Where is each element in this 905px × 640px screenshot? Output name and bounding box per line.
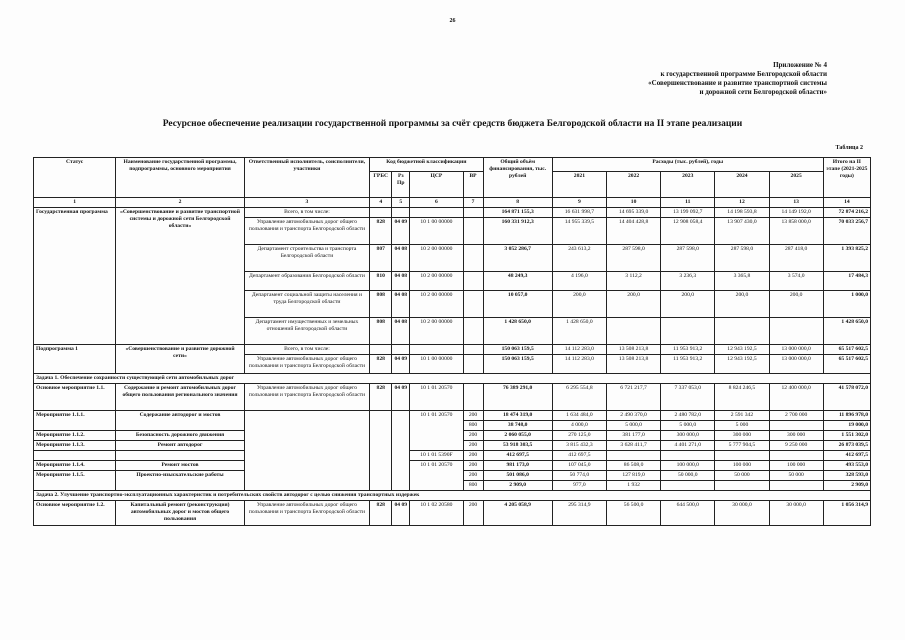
executor-cell: Департамент социальной защиты населения и труда Белгородской области bbox=[244, 291, 369, 318]
csr-cell: 10 1 01 20570 bbox=[410, 411, 463, 451]
header-year: 2021 bbox=[552, 172, 606, 198]
executor-cell: Управление автомобильных дорог общего пользования и транспорта Белгородской области bbox=[244, 501, 369, 526]
rzpr-cell: 04 08 bbox=[392, 245, 410, 272]
year-value-cell: 287 598,0 bbox=[661, 245, 715, 272]
year-value-cell: 200,0 bbox=[715, 291, 769, 318]
year-value-cell: 13 000 000,0 bbox=[769, 355, 823, 374]
total-cell: 150 063 159,5 bbox=[483, 355, 552, 374]
column-number-cell: 10 bbox=[606, 198, 660, 208]
year-value-cell: 2 700 000 bbox=[769, 411, 823, 421]
vr-cell: 200 bbox=[463, 431, 483, 441]
status-cell: Основное мероприятие 1.2. bbox=[34, 501, 116, 526]
year-value-cell: 381 177,0 bbox=[606, 431, 660, 441]
column-number-cell: 11 bbox=[661, 198, 715, 208]
header-executor: Ответственный исполнитель, соисполнители, участники bbox=[244, 158, 369, 198]
itogo-cell: 1 000,0 bbox=[823, 291, 870, 318]
executor-cell: Департамент строительства и транспорта Белгородской области bbox=[244, 245, 369, 272]
total-cell: 48 249,3 bbox=[483, 272, 552, 291]
table-label: Таблица 2 bbox=[835, 145, 863, 151]
column-number-cell: 3 bbox=[244, 198, 369, 208]
year-value-cell: 1 634 484,0 bbox=[552, 411, 606, 421]
rzpr-cell: 04 09 bbox=[392, 218, 410, 245]
year-value-cell: 13 000 000,0 bbox=[769, 345, 823, 355]
column-number-cell: 5 bbox=[392, 198, 410, 208]
year-value-cell: 300 000,0 bbox=[661, 431, 715, 441]
header-year: 2022 bbox=[606, 172, 660, 198]
status-cell: Мероприятие 1.1.2. bbox=[34, 431, 116, 441]
year-value-cell: 4 401 271,0 bbox=[661, 441, 715, 451]
rzpr-cell: 04 08 bbox=[392, 272, 410, 291]
year-value-cell: 287 418,0 bbox=[769, 245, 823, 272]
header-name: Наименование государственной программы, подпрограммы, основного мероприятия bbox=[116, 158, 244, 198]
year-value-cell: 644 500,0 bbox=[661, 501, 715, 526]
column-number-cell: 8 bbox=[483, 198, 552, 208]
grbs-cell: 828 bbox=[370, 384, 392, 411]
year-value-cell: 287 598,0 bbox=[606, 245, 660, 272]
grbs-cell bbox=[370, 411, 392, 491]
year-value-cell: 2 480 782,0 bbox=[661, 411, 715, 421]
year-value-cell bbox=[661, 451, 715, 461]
name-cell: Ремонт автодорог bbox=[116, 441, 244, 451]
year-value-cell: 200,0 bbox=[769, 291, 823, 318]
column-number-cell: 12 bbox=[715, 198, 769, 208]
csr-cell: 10 1 02 20580 bbox=[410, 501, 463, 526]
year-value-cell: 1 932 bbox=[606, 481, 660, 491]
year-value-cell: 50 000 bbox=[715, 471, 769, 481]
name-cell: Капитальный ремонт (реконструкция) автомобильных дорог и мостов общего пользования bbox=[116, 501, 244, 526]
year-value-cell: 13 508 213,8 bbox=[606, 355, 660, 374]
header-csr: ЦСР bbox=[410, 172, 463, 198]
year-value-cell: 16 631 998,7 bbox=[552, 208, 606, 218]
executor-cell: Управление автомобильных дорог общего пользования и транспорта Белгородской области bbox=[244, 218, 369, 245]
name-cell bbox=[116, 451, 244, 461]
year-value-cell: 14 955 339,5 bbox=[552, 218, 606, 245]
column-number-cell: 9 bbox=[552, 198, 606, 208]
itogo-cell: 70 033 256,7 bbox=[823, 218, 870, 245]
executor-cell: Департамент образования Белгородской области bbox=[244, 272, 369, 291]
column-number-cell: 1 bbox=[34, 198, 116, 208]
year-value-cell: 12 908 058,4 bbox=[661, 218, 715, 245]
document-title: Ресурсное обеспечение реализации государственной программы за счёт средств бюджета Белгородской области на II этапе реализации bbox=[162, 119, 743, 129]
year-value-cell: 12 943 192,5 bbox=[715, 345, 769, 355]
vr-cell bbox=[463, 245, 483, 272]
header-row bbox=[34, 158, 871, 172]
csr-cell: 10 2 00 00000 bbox=[410, 272, 463, 291]
year-value-cell: 14 404 428,8 bbox=[606, 218, 660, 245]
total-cell: 1 428 650,0 bbox=[483, 318, 552, 345]
itogo-cell: 17 484,3 bbox=[823, 272, 870, 291]
grbs-cell: 807 bbox=[370, 245, 392, 272]
total-cell: 412 697,5 bbox=[483, 451, 552, 461]
task-cell: Задача 1. Обеспечение сохранности существующей сети автомобильных дорог bbox=[34, 374, 871, 384]
executor-cell: Всего, в том числе: bbox=[244, 345, 369, 355]
itogo-cell: 412 697,5 bbox=[823, 451, 870, 461]
rzpr-cell bbox=[392, 208, 410, 218]
year-value-cell: 412 697,5 bbox=[552, 451, 606, 461]
csr-cell: 10 1 00 00000 bbox=[410, 218, 463, 245]
year-value-cell: 8 824 246,5 bbox=[715, 384, 769, 411]
table-row bbox=[34, 461, 871, 471]
vr-cell: 800 bbox=[463, 421, 483, 431]
year-value-cell: 100 000 bbox=[769, 461, 823, 471]
table-row bbox=[34, 411, 871, 421]
year-value-cell bbox=[715, 481, 769, 491]
csr-cell: 10 1 01 5390F bbox=[410, 451, 463, 461]
year-value-cell: 50 000 bbox=[769, 471, 823, 481]
executor-cell: Департамент имущественных и земельных отношений Белгородской области bbox=[244, 318, 369, 345]
table-row bbox=[34, 384, 871, 411]
year-value-cell: 50 000,0 bbox=[661, 471, 715, 481]
name-cell: Содержание и ремонт автомобильных дорог общего пользования регионального значения bbox=[116, 384, 244, 411]
year-value-cell: 13 508 213,8 bbox=[606, 345, 660, 355]
year-value-cell: 4 000,0 bbox=[552, 421, 606, 431]
year-value-cell: 2 490 370,0 bbox=[606, 411, 660, 421]
year-value-cell: 1 428 650,0 bbox=[552, 318, 606, 345]
year-value-cell: 14 695 339,0 bbox=[606, 208, 660, 218]
csr-cell: 10 1 01 20570 bbox=[410, 461, 463, 491]
year-value-cell: 3 236,3 bbox=[661, 272, 715, 291]
total-cell: 150 063 159,5 bbox=[483, 345, 552, 355]
year-value-cell: 11 953 913,2 bbox=[661, 355, 715, 374]
year-value-cell: 5 777 904,5 bbox=[715, 441, 769, 451]
year-value-cell: 7 337 053,0 bbox=[661, 384, 715, 411]
rzpr-cell bbox=[392, 411, 410, 491]
grbs-cell bbox=[370, 208, 392, 218]
csr-cell: 10 2 00 00000 bbox=[410, 245, 463, 272]
csr-cell bbox=[410, 208, 463, 218]
year-value-cell: 6 295 554,8 bbox=[552, 384, 606, 411]
year-value-cell: 14 112 283,0 bbox=[552, 345, 606, 355]
itogo-cell: 1 428 650,0 bbox=[823, 318, 870, 345]
vr-cell bbox=[463, 318, 483, 345]
name-cell: «Совершенствование и развитие транспортной системы и дорожной сети Белгородской области» bbox=[116, 208, 244, 345]
appendix-header bbox=[567, 61, 827, 97]
year-value-cell bbox=[769, 318, 823, 345]
total-cell: 2 909,0 bbox=[483, 481, 552, 491]
itogo-cell: 493 553,0 bbox=[823, 461, 870, 471]
vr-cell bbox=[463, 208, 483, 218]
header-vr: ВР bbox=[463, 172, 483, 198]
year-value-cell: 12 400 000,0 bbox=[769, 384, 823, 411]
itogo-cell: 72 874 216,2 bbox=[823, 208, 870, 218]
csr-cell: 10 2 00 00000 bbox=[410, 318, 463, 345]
vr-cell bbox=[463, 218, 483, 245]
header-year: 2025 bbox=[769, 172, 823, 198]
itogo-cell: 11 896 978,0 bbox=[823, 411, 870, 421]
rzpr-cell: 04 09 bbox=[392, 384, 410, 411]
year-value-cell: 977,0 bbox=[552, 481, 606, 491]
itogo-cell: 19 000,0 bbox=[823, 421, 870, 431]
year-value-cell: 50 774,0 bbox=[552, 471, 606, 481]
year-value-cell bbox=[606, 318, 660, 345]
vr-cell: 200 bbox=[463, 471, 483, 481]
year-value-cell: 107 045,0 bbox=[552, 461, 606, 471]
header-status: Статус bbox=[34, 158, 116, 198]
rzpr-cell: 04 08 bbox=[392, 291, 410, 318]
rzpr-cell: 04 08 bbox=[392, 318, 410, 345]
year-value-cell: 2 591 342 bbox=[715, 411, 769, 421]
grbs-cell: 808 bbox=[370, 291, 392, 318]
year-value-cell: 13 907 430,0 bbox=[715, 218, 769, 245]
year-value-cell: 13 199 092,7 bbox=[661, 208, 715, 218]
year-value-cell: 14 112 283,0 bbox=[552, 355, 606, 374]
header-budget-code: Код бюджетной классификации bbox=[370, 158, 483, 172]
itogo-cell: 1 551 302,0 bbox=[823, 431, 870, 441]
year-value-cell bbox=[661, 318, 715, 345]
total-cell: 160 331 912,3 bbox=[483, 218, 552, 245]
year-value-cell bbox=[769, 451, 823, 461]
year-value-cell: 12 943 192,5 bbox=[715, 355, 769, 374]
rzpr-cell: 04 09 bbox=[392, 501, 410, 526]
rzpr-cell: 04 09 bbox=[392, 355, 410, 374]
year-value-cell: 5 000 bbox=[715, 421, 769, 431]
vr-cell: 200 bbox=[463, 441, 483, 451]
total-cell: 38 748,0 bbox=[483, 421, 552, 431]
status-cell: Мероприятие 1.1.4. bbox=[34, 461, 116, 471]
task-row bbox=[34, 491, 871, 501]
task-cell: Задача 2. Улучшение транспортно-эксплуатационных характеристик и потребительских свойств автодорог с целью снижения транспортных издержек bbox=[34, 491, 871, 501]
total-cell: 18 474 319,0 bbox=[483, 411, 552, 421]
itogo-cell: 26 873 039,5 bbox=[823, 441, 870, 451]
column-number-cell: 4 bbox=[370, 198, 392, 208]
year-value-cell: 287 598,0 bbox=[715, 245, 769, 272]
name-cell: Безопасность дорожного движения bbox=[116, 431, 244, 441]
status-cell: Государственная программа bbox=[34, 208, 116, 345]
column-number-cell: 7 bbox=[463, 198, 483, 208]
itogo-cell: 65 517 602,5 bbox=[823, 355, 870, 374]
vr-cell bbox=[463, 355, 483, 374]
year-value-cell: 200,0 bbox=[552, 291, 606, 318]
appendix-line: и дорожной сети Белгородской области» bbox=[699, 88, 827, 96]
appendix-line: Приложение № 4 bbox=[773, 61, 827, 69]
column-number-row bbox=[34, 198, 871, 208]
column-number-cell: 13 bbox=[769, 198, 823, 208]
year-value-cell bbox=[606, 451, 660, 461]
header-rzpr: Рз Пр bbox=[392, 172, 410, 198]
csr-cell: 10 2 00 00000 bbox=[410, 291, 463, 318]
year-value-cell: 300 000 bbox=[715, 431, 769, 441]
table-row bbox=[34, 345, 871, 355]
total-cell: 2 060 055,0 bbox=[483, 431, 552, 441]
year-value-cell: 30 000,0 bbox=[715, 501, 769, 526]
year-value-cell: 6 721 217,7 bbox=[606, 384, 660, 411]
grbs-cell: 828 bbox=[370, 218, 392, 245]
status-cell: Мероприятие 1.1.1. bbox=[34, 411, 116, 431]
vr-cell: 200 bbox=[463, 411, 483, 421]
itogo-cell: 1 056 314,9 bbox=[823, 501, 870, 526]
status-cell bbox=[34, 451, 116, 461]
year-value-cell: 11 953 913,2 bbox=[661, 345, 715, 355]
appendix-line: «Совершенствование и развитие транспортной системы bbox=[648, 79, 827, 87]
year-value-cell: 200,0 bbox=[661, 291, 715, 318]
status-cell: Подпрограмма 1 bbox=[34, 345, 116, 374]
status-cell: Мероприятие 1.1.3. bbox=[34, 441, 116, 451]
year-value-cell: 56 500,0 bbox=[606, 501, 660, 526]
rzpr-cell bbox=[392, 345, 410, 355]
grbs-cell: 828 bbox=[370, 355, 392, 374]
grbs-cell: 808 bbox=[370, 318, 392, 345]
header-total: Общий объём финансирования, тыс. рублей bbox=[483, 158, 552, 198]
vr-cell: 800 bbox=[463, 481, 483, 491]
csr-cell: 10 1 01 20570 bbox=[410, 384, 463, 411]
header-year: 2023 bbox=[661, 172, 715, 198]
year-value-cell: 86 508,0 bbox=[606, 461, 660, 471]
year-value-cell: 14 198 593,8 bbox=[715, 208, 769, 218]
name-cell: Содержание автодорог и мостов bbox=[116, 411, 244, 431]
table-row bbox=[34, 501, 871, 526]
year-value-cell: 14 149 192,0 bbox=[769, 208, 823, 218]
itogo-cell: 41 578 072,0 bbox=[823, 384, 870, 411]
year-value-cell: 3 815 432,3 bbox=[552, 441, 606, 451]
name-cell: Проектно-изыскательские работы bbox=[116, 471, 244, 491]
year-value-cell: 3 574,0 bbox=[769, 272, 823, 291]
column-number-cell: 2 bbox=[116, 198, 244, 208]
executor-cell bbox=[244, 411, 369, 491]
page-number: 26 bbox=[449, 18, 456, 24]
year-value-cell bbox=[715, 318, 769, 345]
status-cell: Основное мероприятие 1.1. bbox=[34, 384, 116, 411]
executor-cell: Управление автомобильных дорог общего пользования и транспорта Белгородской области bbox=[244, 384, 369, 411]
executor-cell: Управление автомобильных дорог общего пользования и транспорта Белгородской области bbox=[244, 355, 369, 374]
itogo-cell: 2 909,0 bbox=[823, 481, 870, 491]
header-itogo: Итого на II этапе (2021-2025 годы) bbox=[823, 158, 870, 198]
year-value-cell: 270 125,0 bbox=[552, 431, 606, 441]
total-cell: 164 871 155,3 bbox=[483, 208, 552, 218]
task-row bbox=[34, 374, 871, 384]
year-value-cell: 3 365,8 bbox=[715, 272, 769, 291]
year-value-cell bbox=[661, 481, 715, 491]
table-row bbox=[34, 208, 871, 218]
vr-cell bbox=[463, 345, 483, 355]
year-value-cell: 3 628 411,7 bbox=[606, 441, 660, 451]
name-cell: Ремонт мостов bbox=[116, 461, 244, 471]
year-value-cell: 100 000 bbox=[715, 461, 769, 471]
name-cell: «Совершенствование и развитие дорожной сети» bbox=[116, 345, 244, 374]
total-cell: 76 389 291,0 bbox=[483, 384, 552, 411]
year-value-cell: 30 000,0 bbox=[769, 501, 823, 526]
column-number-cell: 6 bbox=[410, 198, 463, 208]
itogo-cell: 328 593,0 bbox=[823, 471, 870, 481]
vr-cell bbox=[463, 291, 483, 318]
total-cell: 501 086,0 bbox=[483, 471, 552, 481]
header-grbs: ГРБС bbox=[370, 172, 392, 198]
vr-cell: 200 bbox=[463, 501, 483, 526]
year-value-cell: 4 196,0 bbox=[552, 272, 606, 291]
itogo-cell: 65 517 602,5 bbox=[823, 345, 870, 355]
year-value-cell bbox=[715, 451, 769, 461]
year-value-cell: 295 314,9 bbox=[552, 501, 606, 526]
itogo-cell: 1 393 825,2 bbox=[823, 245, 870, 272]
total-cell: 10 057,0 bbox=[483, 291, 552, 318]
year-value-cell: 100 000,0 bbox=[661, 461, 715, 471]
vr-cell: 200 bbox=[463, 461, 483, 471]
year-value-cell: 200,0 bbox=[606, 291, 660, 318]
header-year: 2024 bbox=[715, 172, 769, 198]
grbs-cell: 810 bbox=[370, 272, 392, 291]
csr-cell bbox=[410, 345, 463, 355]
total-cell: 53 918 303,5 bbox=[483, 441, 552, 451]
year-value-cell bbox=[769, 421, 823, 431]
vr-cell: 200 bbox=[463, 451, 483, 461]
year-value-cell: 9 250 000 bbox=[769, 441, 823, 451]
grbs-cell bbox=[370, 345, 392, 355]
appendix-line: к государственной программе Белгородской области bbox=[660, 70, 827, 78]
vr-cell bbox=[463, 384, 483, 411]
vr-cell bbox=[463, 272, 483, 291]
total-cell: 3 052 286,7 bbox=[483, 245, 552, 272]
year-value-cell: 127 819,0 bbox=[606, 471, 660, 481]
year-value-cell: 5 000,0 bbox=[606, 421, 660, 431]
total-cell: 4 205 058,9 bbox=[483, 501, 552, 526]
year-value-cell: 300 000 bbox=[769, 431, 823, 441]
grbs-cell: 828 bbox=[370, 501, 392, 526]
column-number-cell: 14 bbox=[823, 198, 870, 208]
year-value-cell: 5 000,0 bbox=[661, 421, 715, 431]
resource-table bbox=[33, 157, 871, 526]
executor-cell: Всего, в том числе: bbox=[244, 208, 369, 218]
csr-cell: 10 1 00 00000 bbox=[410, 355, 463, 374]
total-cell: 981 173,0 bbox=[483, 461, 552, 471]
year-value-cell: 3 112,2 bbox=[606, 272, 660, 291]
year-value-cell: 13 858 000,0 bbox=[769, 218, 823, 245]
status-cell: Мероприятие 1.1.5. bbox=[34, 471, 116, 491]
year-value-cell bbox=[769, 481, 823, 491]
table-row bbox=[34, 451, 871, 461]
year-value-cell: 243 613,2 bbox=[552, 245, 606, 272]
header-expenses: Расходы (тыс. рублей), годы bbox=[552, 158, 823, 172]
